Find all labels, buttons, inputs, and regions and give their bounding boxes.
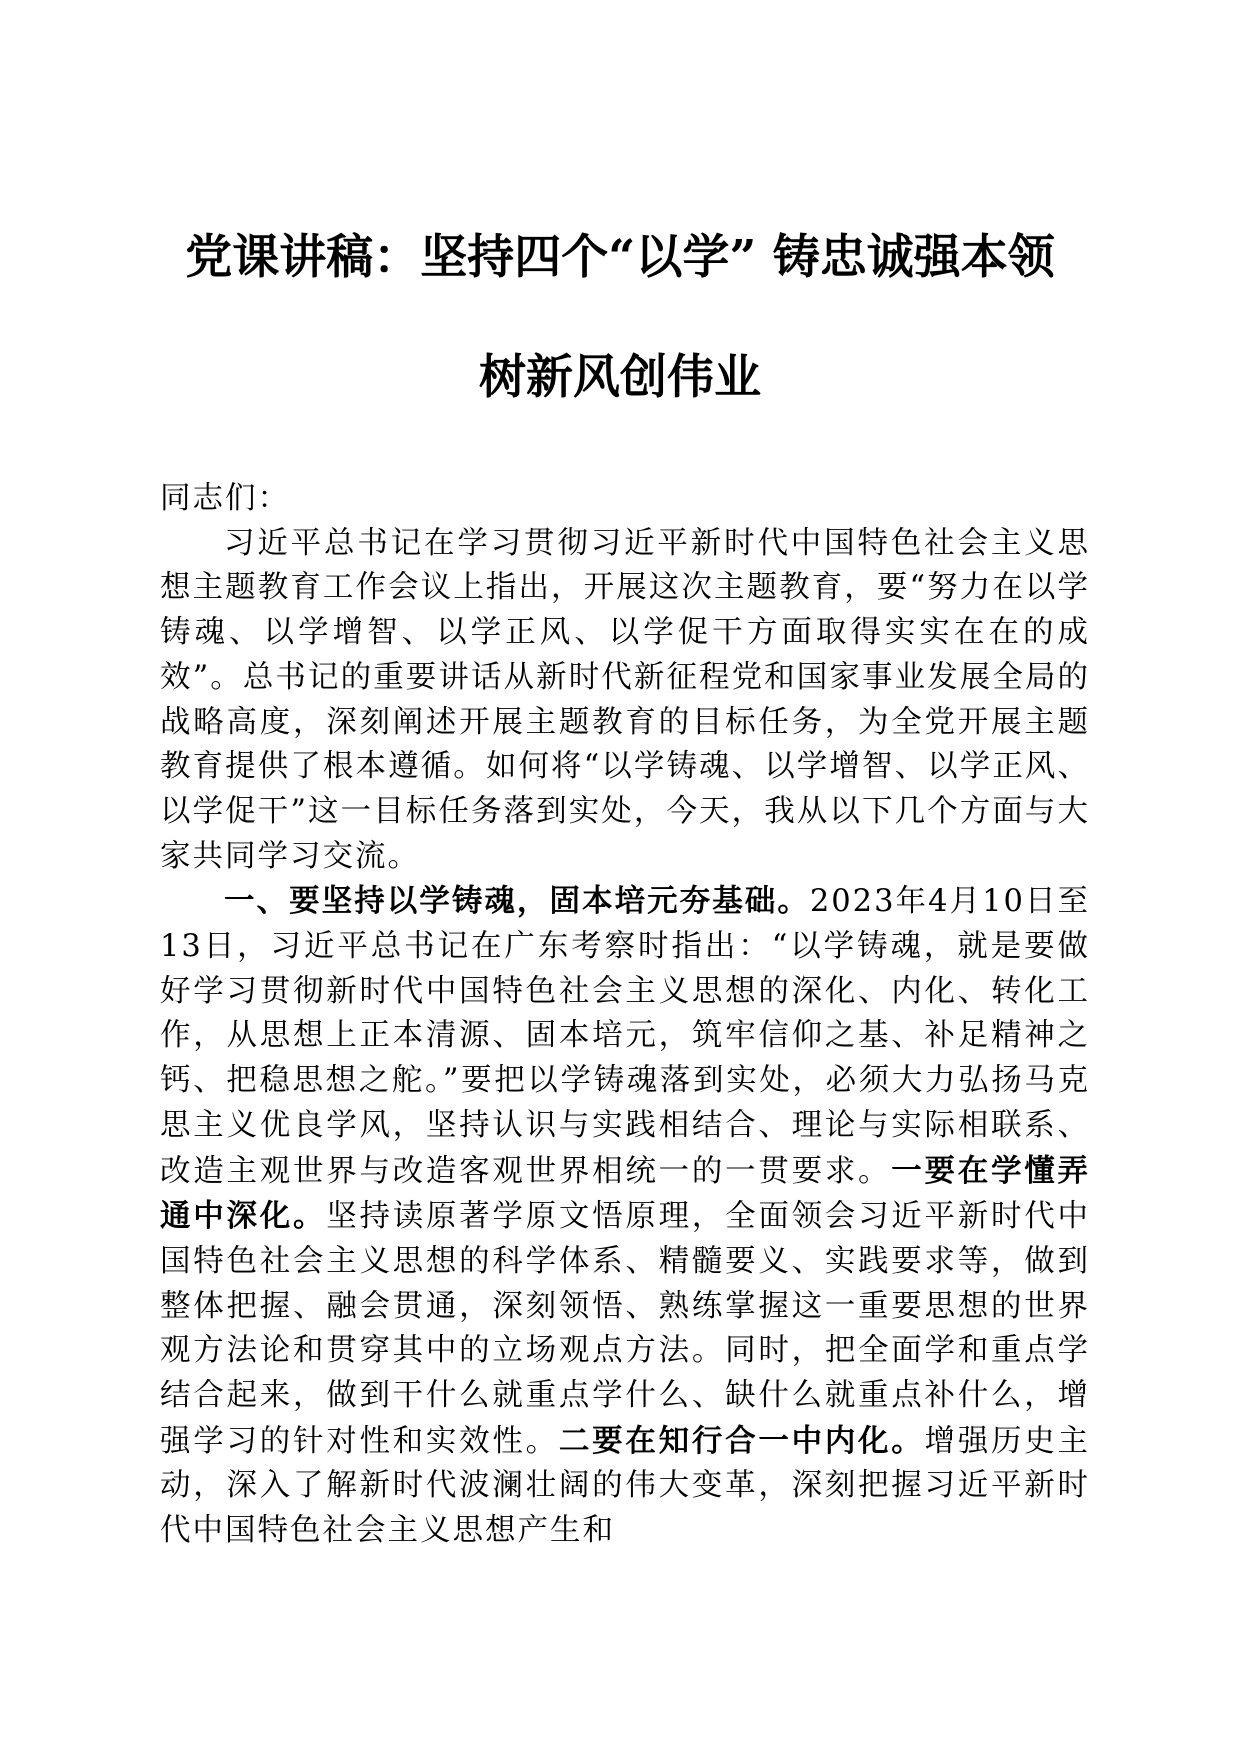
sub-point-two-text: 增强历史主动，深入了解新时代波澜壮阔的伟大变革，深刻把握习近平新时代中国特色社会主义思想产生和 bbox=[160, 1423, 1091, 1549]
section-one-heading: 一、要坚持以学铸魂，固本培元夯基础。 bbox=[224, 883, 810, 920]
document-body bbox=[160, 477, 1090, 1554]
intro-paragraph: 习近平总书记在学习贯彻习近平新时代中国特色社会主义思想主题教育工作会议上指出，开展这次主题教育，要“努力在以学铸魂、以学增智、以学正风、以学促干方面取得实实在在的成效”。总书记的重要讲话从新时代新征程党和国家事业发展全局的战略高度，深刻阐述开展主题教育的目标任务，为全党开展主题教育提供了根本遵循。如何将“以学铸魂、以学增智、以学正风、以学促干”这一目标任务落到实处，今天，我从以下几个方面与大家共同学习交流。 bbox=[160, 525, 1090, 874]
document-title-line-2: 树新风创伟业 bbox=[479, 350, 761, 405]
salutation: 同志们： bbox=[160, 481, 290, 516]
sub-point-one-heading: 一要在学懂弄通中深化。 bbox=[160, 1152, 1091, 1235]
sub-point-one-text: 坚持读原著学原文悟原理，全面领会习近平新时代中国特色社会主义思想的科学体系、精髓要义、实践要求等，做到整体把握、融会贯通，深刻领悟、熟练掌握这一重要思想的世界观方法论和贯穿其中的立场观点方法。同时，把全面学和重点学结合起来，做到干什么就重点学什么、缺什么就重点补什么，增强学习的针对性和实效性。 bbox=[160, 1199, 1091, 1459]
section-one-text: 2023年4月10日至13日，习近平总书记在广东考察时指出：“以学铸魂，就是要做好学习贯彻新时代中国特色社会主义思想的深化、内化、转化工作，从思想上正本清源、固本培元，筑牢信仰之基、补足精神之钙、把稳思想之舵。”要把以学铸魂落到实处，必须大力弘扬马克思主义优良学风，坚持认识与实践相结合、理论与实际相联系、改造主观世界与改造客观世界相统一的一贯要求。 bbox=[160, 884, 1090, 1189]
sub-point-two-heading: 二要在知行合一中内化。 bbox=[558, 1422, 925, 1459]
section-one-paragraph bbox=[160, 879, 1090, 1554]
document-title-line-1: 党课讲稿：坚持四个“以学” 铸忠诚强本领 bbox=[185, 230, 1055, 285]
